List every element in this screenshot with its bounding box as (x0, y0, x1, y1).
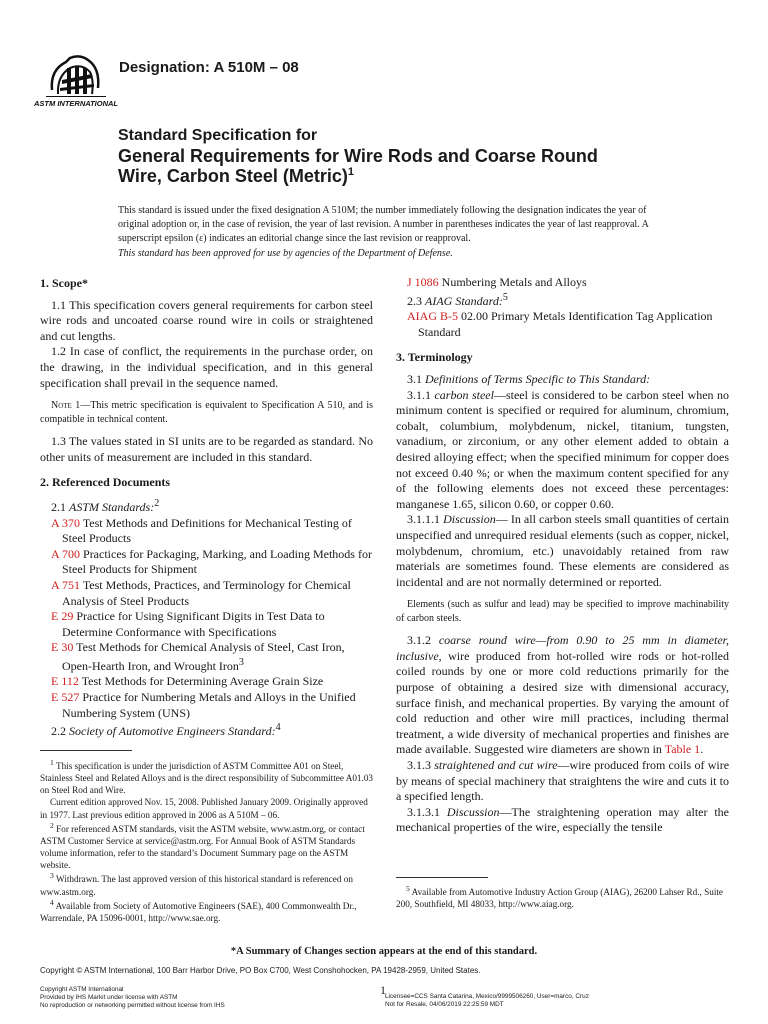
ref-title: Practices for Packaging, Marking, and Loading Methods for Steel Products for Shipment (62, 546, 372, 577)
reference-item (40, 578, 373, 609)
copyright-line: Copyright © ASTM International, 100 Barr Harbor Drive, PO Box C700, West Conshohocken, PA 19428-2959, United States. (40, 966, 481, 975)
footnote-5 (396, 884, 729, 910)
ref-code-link[interactable]: AIAG B-5 (407, 309, 458, 324)
footnote (40, 871, 373, 897)
reference-item (40, 640, 373, 674)
refdocs-heading: 2. Referenced Documents (40, 475, 171, 490)
para-3-1-3 (396, 758, 729, 805)
num: 3.1.1 (407, 387, 431, 402)
aiag-standard-label (396, 291, 729, 310)
license-left (40, 986, 225, 1010)
text: , wire produced from hot-rolled wire rods or hot-rolled coiled rounds by one or more cold reductions primarily for the purpose of obtaining a desired size with dimensional accuracy, surface finish, and mechanical properties. By varying the amount of cold reduction and other wire mill practices, including thermal treatment, a wide diversity of mechanical properties and finishes are made available. Suggested wire diameters are shown in (396, 648, 729, 757)
reference-item (40, 609, 373, 640)
footnote-mark: 4 (50, 897, 54, 907)
ref-title: Test Methods, Practices, and Terminology for Chemical Analysis of Steel Products (62, 577, 351, 608)
ref-code-link[interactable]: E 527 (51, 690, 80, 705)
issued-statement: This standard is issued under the fixed designation A 510M; the number immediately following the designation indicates the year of original adoption or, in the case of revision, the year of last revision. A number in parentheses indicates the year of last reapproval. A superscript epsilon (ε) indicates an editorial change since the last revision or reapproval. (118, 205, 649, 244)
ref-code-link[interactable]: E 112 (51, 674, 79, 689)
footnote-rule-right (396, 877, 488, 878)
license-line: No reproduction or networking permitted without license from IHS (40, 1002, 225, 1009)
aiag-label: AIAG Standard: (425, 293, 503, 308)
term: Definitions of Terms Specific to This Standard: (425, 371, 651, 386)
sae-sup: 4 (275, 722, 281, 734)
ref-code-link[interactable]: E 29 (51, 609, 74, 624)
table-1-link[interactable]: Table 1 (664, 742, 701, 757)
footnote (40, 796, 373, 820)
footnote-text: Available from Society of Automotive Engineers (SAE), 400 Commonwealth Dr., Warrendale, PA 15096-0001, http://www.sae.org. (40, 900, 357, 923)
summary-of-changes-note: *A Summary of Changes section appears at the end of this standard. (230, 946, 538, 957)
right-column (396, 275, 729, 836)
reference-item (40, 690, 373, 721)
ref-title: Test Methods for Chemical Analysis of Steel, Cast Iron, Open-Hearth Iron, and Wrought Iron (62, 640, 345, 673)
term: carbon steel (434, 387, 494, 402)
para-1-2: 1.2 In case of conflict, the requirements in the purchase order, on the drawing, in the individual specification, and in this general specification shall prevail in the sequence named. (40, 344, 373, 390)
license-line: Copyright ASTM International (40, 986, 124, 993)
aiag-num: 2.3 (407, 293, 422, 308)
dod-approval: This standard has been approved for use by agencies of the Department of Defense. (118, 248, 453, 259)
ref-title: Practice for Using Significant Digits in Test Data to Determine Conformance with Specifications (62, 609, 325, 639)
para-3-1-2 (396, 633, 729, 758)
footnotes-left (40, 758, 373, 924)
ref-footnote-mark: 3 (238, 656, 244, 668)
num: 3.1.3 (407, 758, 431, 773)
astm-sup: 2 (154, 497, 160, 509)
reference-item (40, 547, 373, 578)
document-title (118, 127, 678, 187)
footnote (396, 884, 729, 910)
sae-num: 2.2 (51, 724, 66, 739)
ref-aiag-b5 (396, 309, 729, 340)
ref-title: Test Methods and Definitions for Mechanical Testing of Steel Products (62, 515, 352, 546)
reference-list (40, 516, 373, 722)
astm-num: 2.1 (51, 499, 66, 514)
ref-j1086 (396, 275, 729, 291)
para-1-3: 1.3 The values stated in SI units are to be regarded as standard. No other units of measurement are included in this standard. (40, 434, 373, 464)
ref-title: 02.00 Primary Metals Identification Tag Application Standard (418, 309, 713, 339)
para-3-1 (396, 372, 729, 388)
term: straightened and cut wire (434, 758, 558, 773)
logo-text: ASTM INTERNATIONAL (33, 99, 119, 108)
footnote (40, 898, 373, 924)
license-line: Provided by IHS Markit under license with ASTM (40, 994, 178, 1001)
astm-logo (33, 50, 119, 112)
title-line-2: General Requirements for Wire Rods and Coarse Round (118, 145, 598, 166)
footnote (40, 821, 373, 872)
note-label: Note 1 (51, 400, 81, 412)
machinability-note: Elements (such as sulfur and lead) may be specified to improve machinability of carbon steels. (396, 599, 729, 624)
footnote-mark: 1 (50, 758, 54, 767)
para-3-1-3-1 (396, 805, 729, 836)
footnote-text: Withdrawn. The last approved version of this historical standard is referenced on www.astm.org. (40, 874, 353, 897)
num: 3.1.3.1 (407, 804, 440, 819)
title-line-1: Standard Specification for (118, 127, 318, 144)
footnote-text: For referenced ASTM standards, visit the ASTM website, www.astm.org, or contact ASTM Customer Service at service@astm.org. For Annual Book of ASTM Standards volume information, refer to the standard’s Document Summary page on the ASTM website. (40, 823, 365, 871)
num: 3.1.1.1 (407, 512, 440, 527)
footnote-mark: 2 (50, 820, 54, 830)
reference-item (40, 674, 373, 690)
ref-code-link[interactable]: A 370 (51, 515, 81, 530)
ref-code-link[interactable]: A 751 (51, 577, 81, 592)
text: — In all carbon steels small quantities of certain unspecified and unrequired residual elements (such as copper, nickel, molybdenum, chromium, etc.) unavoidably retained from raw materials are sometimes found. These elements are considered as incidental and are not normally determined or reported. (396, 512, 730, 589)
text: —The straightening operation may alter the mechanical properties of the wire, especially the tensile (396, 804, 729, 835)
left-column (40, 276, 373, 740)
text: —steel is considered to be carbon steel when no minimum content is specified or required for aluminum, chromium, cobalt, columbium, molybdenum, nickel, titanium, tungsten, vanadium, or zirconium, or any other element added to obtain a desired alloying effect; when the specified minimum for copper does not exceed 0.40 %; or when the maximum content specified for any of the following elements does not exceed these percentages: manganese 1.65, silicon 0.60, or copper 0.60. (396, 387, 730, 511)
astm-label: ASTM Standards: (69, 499, 155, 514)
text: . (700, 742, 704, 757)
footnote-text: Current edition approved Nov. 15, 2008. Published January 2009. Originally approved in 1977. Last previous edition approved in 2006 as A 510M – 06. (40, 797, 368, 820)
scope-heading: 1. Scope* (40, 276, 88, 290)
terminology-heading: 3. Terminology (396, 350, 473, 365)
title-footnote-mark: 1 (347, 166, 355, 179)
term: Discussion (446, 804, 500, 819)
designation: Designation: A 510M – 08 (119, 59, 299, 76)
license-line: Licensee=CCS Santa Catarina, Mexico/9999506260, User=marco, Cruz (385, 993, 589, 1000)
note-1 (40, 399, 373, 426)
ref-code-link[interactable]: E 30 (51, 640, 74, 655)
ref-title: Test Methods for Determining Average Grain Size (81, 674, 324, 689)
ref-code-link[interactable]: J 1086 (407, 275, 439, 289)
title-line-3-text: Wire, Carbon Steel (Metric) (118, 166, 348, 187)
text: —wire produced from coils of wire by means of special machinery that straightens the wire and cuts it to a specified length. (396, 758, 730, 804)
para-3-1-1-1 (396, 512, 729, 590)
ref-title: Numbering Metals and Alloys (441, 275, 587, 289)
title-line-3 (118, 166, 678, 187)
note-text: —This metric specification is equivalent to Specification A 510, and is compatible in technical content. (40, 400, 373, 425)
term: Discussion (443, 512, 496, 527)
sae-label: Society of Automotive Engineers Standard: (69, 724, 276, 739)
footnote-mark: 3 (50, 871, 54, 881)
term: coarse round wire—from 0.90 to 25 mm in diameter, inclusive (396, 633, 730, 663)
footnote-text: Available from Automotive Industry Action Group (AIAG), 26200 Lahser Rd., Suite 200, Southfield, MI 48033, http://www.aiag.org. (396, 887, 724, 910)
para-3-1-1 (396, 388, 729, 513)
ref-code-link[interactable]: A 700 (51, 546, 81, 561)
footnote-mark: 5 (406, 884, 410, 893)
num: 3.1 (407, 371, 422, 386)
para-1-1: 1.1 This specification covers general requirements for carbon steel wire rods and uncoated coarse round wire in coils or straightened and cut lengths. (40, 297, 373, 343)
aiag-sup: 5 (502, 291, 508, 303)
footnote (40, 758, 373, 796)
license-line: Not for Resale, 04/06/2019 22:25:59 MDT (385, 1001, 504, 1008)
sae-standard-label (40, 721, 373, 740)
page-number: 1 (380, 983, 386, 997)
astm-standards-label (40, 497, 373, 516)
license-right (385, 993, 589, 1009)
reference-item (40, 516, 373, 547)
num: 3.1.2 (407, 633, 431, 648)
footnote-rule-left (40, 750, 132, 751)
footnote-text: This specification is under the jurisdiction of ASTM Committee A01 on Steel, Stainless Steel and Related Alloys and is the direct responsibility of Subcommittee A01.03 on Steel Rod and Wire. (40, 761, 374, 796)
ref-title: Practice for Numbering Metals and Alloys in the Unified Numbering System (UNS) (62, 690, 356, 720)
